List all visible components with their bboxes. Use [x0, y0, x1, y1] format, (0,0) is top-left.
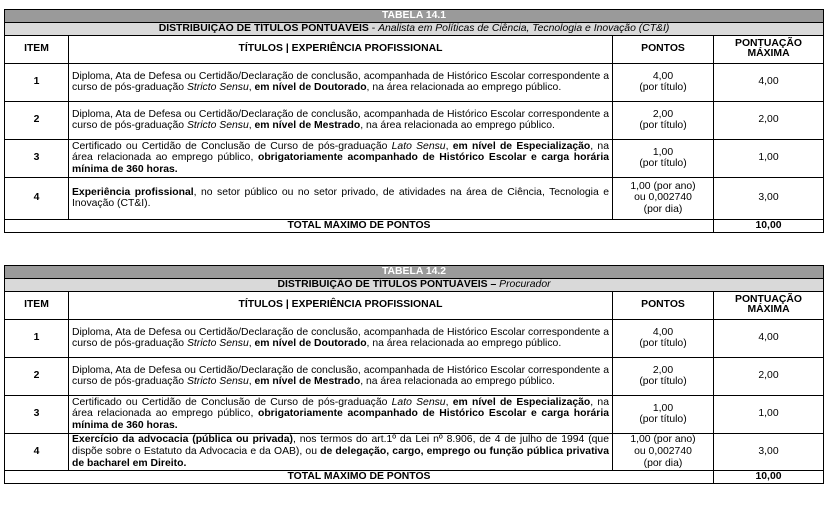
desc-text: Certificado ou Certidão de Conclusão de Curso de pós-graduação — [72, 396, 392, 408]
table-row — [5, 177, 824, 219]
desc-bold: em nível de Especialização — [452, 140, 591, 152]
desc-text: Diploma, Ata de Defesa ou Certidão/Declaração de conclusão, acompanhada de Histórico Escolar correspondente a curso de pós-graduação — [72, 364, 609, 388]
table-row — [5, 357, 824, 395]
desc-text: , — [248, 120, 255, 132]
row-item: 3 — [5, 395, 69, 433]
desc-italic: Stricto Sensu — [186, 338, 249, 350]
row-description — [69, 139, 613, 177]
table-row — [5, 63, 824, 101]
row-max: 3,00 — [714, 433, 824, 470]
row-description — [69, 319, 613, 357]
points-alt: ou 0,002740 — [634, 445, 692, 457]
desc-text: , na área relacionada ao emprego público. — [366, 338, 562, 350]
row-max: 4,00 — [714, 319, 824, 357]
table-title-italic: Analista em Políticas de Ciência, Tecnologia e Inovação (CT&I) — [378, 22, 670, 34]
desc-italic: Lato Sensu — [391, 396, 446, 408]
row-max: 2,00 — [714, 357, 824, 395]
desc-text: Diploma, Ata de Defesa ou Certidão/Declaração de conclusão, acompanhada de Histórico Escolar correspondente a curso de pós-graduação — [72, 108, 609, 132]
points-alt: ou 0,002740 — [634, 192, 692, 204]
desc-bold: em nível de Especialização — [452, 396, 591, 408]
row-item: 1 — [5, 319, 69, 357]
header-titles: TÍTULOS | EXPERIÊNCIA PROFISSIONAL — [69, 35, 613, 63]
desc-italic: Stricto Sensu — [186, 120, 249, 132]
row-points — [613, 357, 714, 395]
table-row — [5, 139, 824, 177]
header-titles: TÍTULOS | EXPERIÊNCIA PROFISSIONAL — [69, 291, 613, 319]
points-value: 4,00 — [652, 70, 674, 82]
desc-text: , nos termos do art.1º da Lei nº 8.906, de 4 de julho de 1994 (que dispõe sobre o Estatuto da Advocacia e da OAB), ou — [72, 434, 609, 457]
points-unit: (por dia) — [643, 457, 683, 469]
row-points — [613, 101, 714, 139]
points-unit: (por título) — [639, 158, 687, 170]
table-14-2 — [4, 265, 824, 484]
table-title — [5, 278, 824, 291]
desc-bold: em nível de Doutorado — [254, 82, 367, 94]
header-row — [5, 35, 824, 63]
row-points — [613, 395, 714, 433]
points-value: 4,00 — [652, 326, 674, 338]
header-points: PONTOS — [613, 291, 714, 319]
desc-bold: obrigatoriamente acompanhado de Histórico Escolar e carga horária mínima de 360 horas. — [72, 152, 609, 176]
header-points: PONTOS — [613, 35, 714, 63]
desc-text: , — [248, 376, 255, 388]
table-title-sep: - — [368, 22, 379, 34]
desc-italic: Stricto Sensu — [186, 82, 249, 94]
desc-text: , — [248, 82, 255, 94]
row-item: 3 — [5, 139, 69, 177]
points-unit: (por título) — [639, 120, 687, 132]
total-row — [5, 470, 824, 483]
desc-text: , na área relacionada ao emprego público, — [72, 140, 609, 164]
row-max: 2,00 — [714, 101, 824, 139]
desc-bold: de delegação, cargo, emprego ou função pública privativa de bacharel em Direito. — [72, 445, 609, 469]
desc-text: Diploma, Ata de Defesa ou Certidão/Declaração de conclusão, acompanhada de Histórico Escolar correspondente a curso de pós-graduação — [72, 326, 609, 350]
points-unit: (por dia) — [643, 204, 683, 216]
row-max: 1,00 — [714, 395, 824, 433]
table-row — [5, 395, 824, 433]
row-description — [69, 433, 613, 470]
header-item: ITEM — [5, 35, 69, 63]
desc-text: , — [445, 396, 453, 408]
row-description — [69, 357, 613, 395]
table-row — [5, 433, 824, 470]
table-caption: TABELA 14.2 — [5, 266, 824, 279]
points-value: 2,00 — [652, 364, 674, 376]
header-max: PONTUAÇÃO MÁXIMA — [714, 35, 824, 63]
row-description — [69, 395, 613, 433]
total-label: TOTAL MÁXIMO DE PONTOS — [5, 470, 714, 483]
points-value: 1,00 — [652, 146, 674, 158]
desc-italic: Lato Sensu — [391, 140, 446, 152]
row-item: 4 — [5, 433, 69, 470]
desc-text: Certificado ou Certidão de Conclusão de Curso de pós-graduação — [72, 140, 392, 152]
desc-bold: Experiência profissional — [72, 186, 194, 198]
row-points — [613, 433, 714, 470]
points-unit: (por título) — [639, 376, 687, 388]
desc-text: , no setor público ou no setor privado, de atividades na área de Ciência, Tecnologia e Inovação (CT&I). — [72, 186, 609, 210]
row-description — [69, 101, 613, 139]
header-max: PONTUAÇÃO MÁXIMA — [714, 291, 824, 319]
table-title — [5, 22, 824, 35]
desc-bold: em nível de Mestrado — [254, 376, 361, 388]
table-caption: TABELA 14.1 — [5, 10, 824, 23]
desc-bold: obrigatoriamente acompanhado de Histórico Escolar e carga horária mínima de 360 horas. — [72, 408, 609, 432]
total-value: 10,00 — [714, 219, 824, 232]
row-max: 1,00 — [714, 139, 824, 177]
desc-text: , na área relacionada ao emprego público. — [366, 82, 562, 94]
row-item: 2 — [5, 101, 69, 139]
row-item: 2 — [5, 357, 69, 395]
row-item: 4 — [5, 177, 69, 219]
row-points — [613, 139, 714, 177]
points-value: 1,00 — [652, 402, 674, 414]
desc-text: , na área relacionada ao emprego público, — [72, 396, 609, 420]
table-title-bold: DISTRIBUIÇÃO DE TÍTULOS PONTUÁVEIS — [158, 22, 369, 34]
total-value: 10,00 — [714, 470, 824, 483]
row-max: 3,00 — [714, 177, 824, 219]
total-row — [5, 219, 824, 232]
header-row — [5, 291, 824, 319]
desc-text: , na área relacionada ao emprego público. — [360, 120, 555, 132]
points-unit: (por título) — [639, 414, 687, 426]
desc-text: Diploma, Ata de Defesa ou Certidão/Declaração de conclusão, acompanhada de Histórico Escolar correspondente a curso de pós-graduação — [72, 70, 609, 94]
desc-bold: Exercício da advocacia (pública ou privada) — [72, 434, 293, 446]
table-title-bold: DISTRIBUIÇÃO DE TÍTULOS PONTUÁVEIS – — [277, 278, 500, 290]
row-points — [613, 177, 714, 219]
points-unit: (por título) — [639, 338, 687, 350]
row-points — [613, 63, 714, 101]
header-item: ITEM — [5, 291, 69, 319]
points-value: 1,00 (por ano) — [630, 434, 696, 446]
desc-bold: em nível de Doutorado — [254, 338, 367, 350]
table-14-1 — [4, 9, 824, 233]
desc-italic: Stricto Sensu — [186, 376, 249, 388]
row-item: 1 — [5, 63, 69, 101]
table-row — [5, 101, 824, 139]
points-unit: (por título) — [639, 82, 687, 94]
table-title-italic: Procurador — [499, 278, 551, 290]
desc-text: , na área relacionada ao emprego público. — [360, 376, 555, 388]
desc-text: , — [445, 140, 453, 152]
points-value: 2,00 — [652, 108, 674, 120]
desc-bold: em nível de Mestrado — [254, 120, 361, 132]
total-label: TOTAL MÁXIMO DE PONTOS — [5, 219, 714, 232]
table-row — [5, 319, 824, 357]
points-value: 1,00 (por ano) — [630, 180, 696, 192]
desc-text: , — [248, 338, 255, 350]
row-max: 4,00 — [714, 63, 824, 101]
row-description — [69, 177, 613, 219]
row-description — [69, 63, 613, 101]
row-points — [613, 319, 714, 357]
